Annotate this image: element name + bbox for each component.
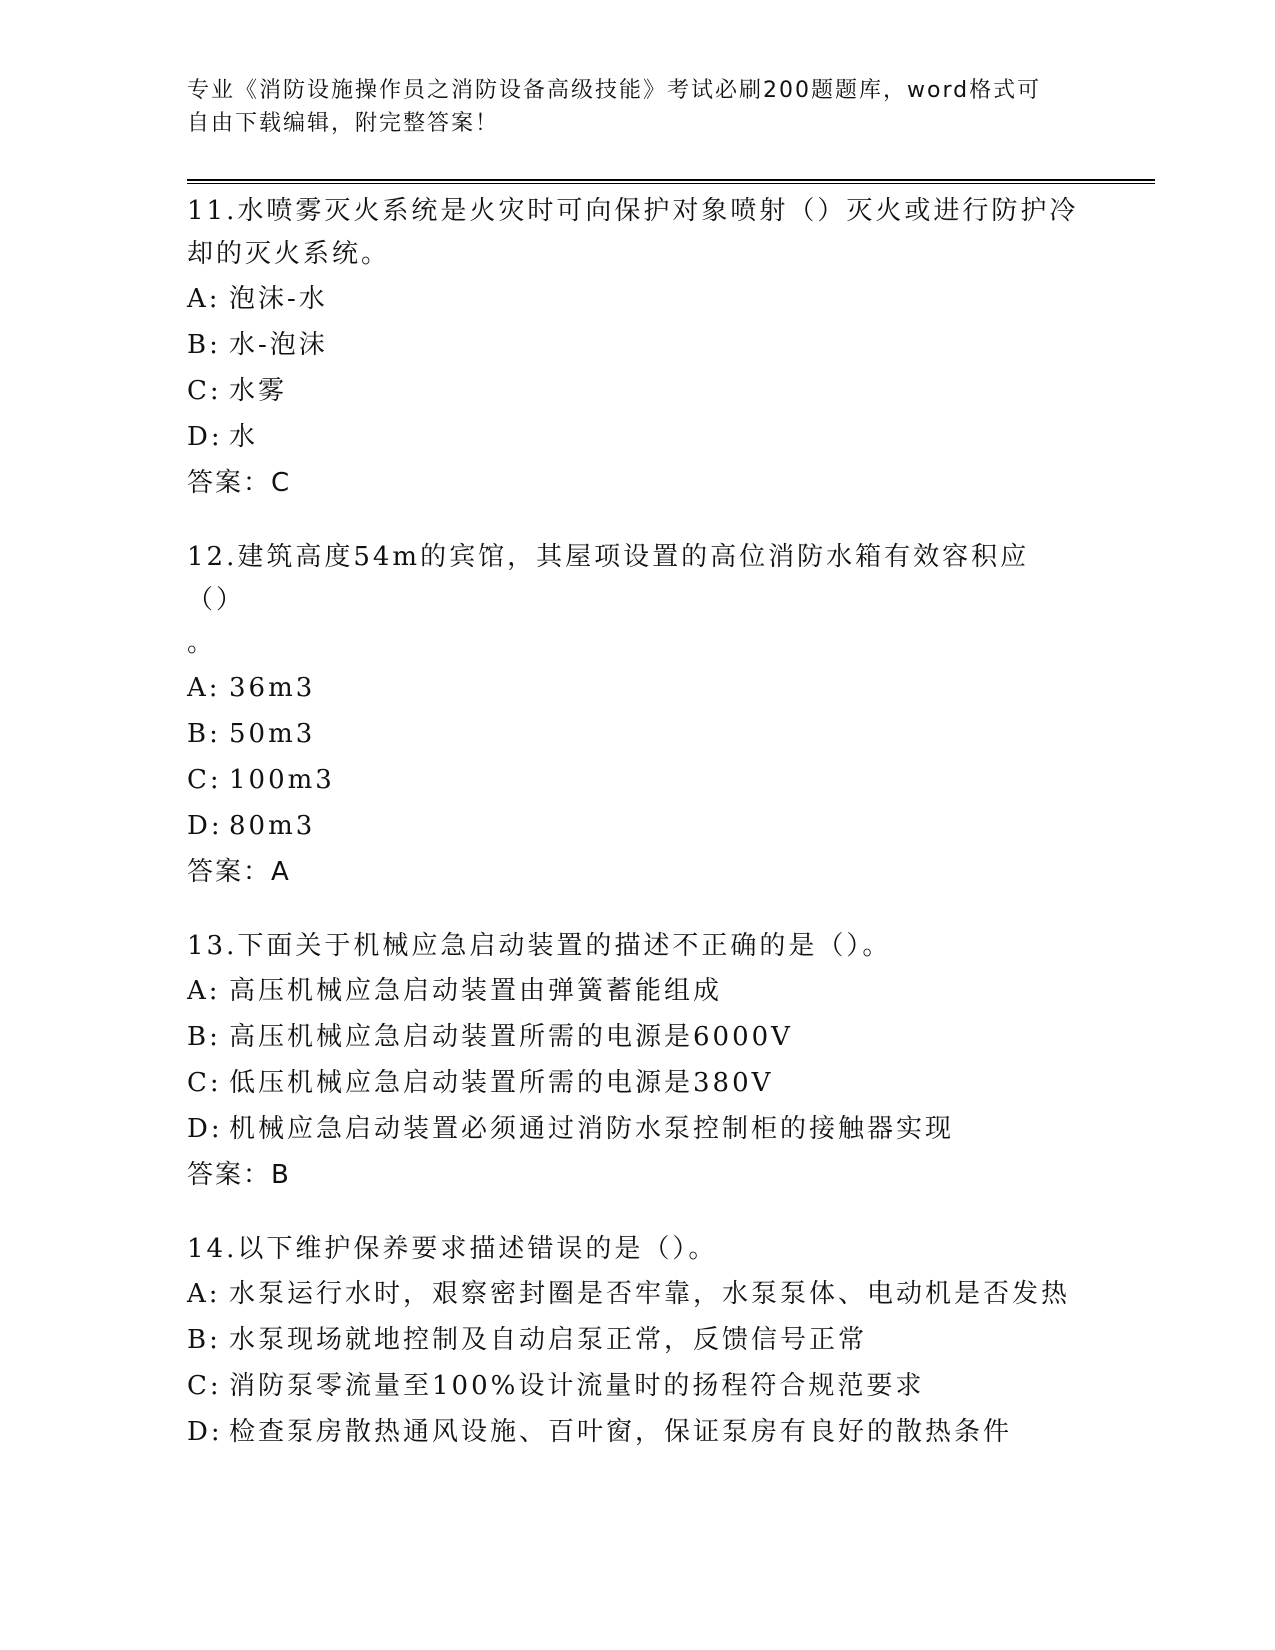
question-stem <box>187 190 1087 276</box>
question-13 <box>187 925 1087 1198</box>
option-text: 80m3 <box>229 811 316 841</box>
question-12 <box>187 536 1087 895</box>
question-stem-line-1: 13.下面关于机械应急启动装置的描述不正确的是（）。 <box>187 931 892 961</box>
option-b <box>187 322 1087 368</box>
header-line-1: 专业《消防设施操作员之消防设备高级技能》考试必刷200题题库，word格式可 <box>187 78 1042 103</box>
option-letter: C: <box>187 1371 222 1401</box>
option-d <box>187 414 1087 460</box>
option-letter: B: <box>187 719 221 749</box>
option-text: 100m3 <box>229 765 335 795</box>
option-text: 高压机械应急启动装置由弹簧蓄能组成 <box>229 976 723 1006</box>
option-a <box>187 665 1087 711</box>
option-text: 消防泵零流量至100%设计流量时的扬程符合规范要求 <box>229 1371 925 1401</box>
answer-line: 答案：A <box>187 857 291 887</box>
option-a <box>187 276 1087 322</box>
option-a <box>187 1271 1087 1317</box>
option-text: 36m3 <box>229 673 316 703</box>
option-c <box>187 1363 1087 1409</box>
question-stem-line-1: 11.水喷雾灭火系统是火灾时可向保护对象喷射（）灭火或进行防护冷 <box>187 196 1079 226</box>
question-stem-line-1: 14.以下维护保养要求描述错误的是（）。 <box>187 1234 718 1264</box>
option-a <box>187 968 1087 1014</box>
option-letter: D: <box>187 1114 223 1144</box>
question-14 <box>187 1228 1087 1455</box>
question-stem <box>187 1228 1087 1271</box>
option-text: 高压机械应急启动装置所需的电源是6000V <box>229 1022 793 1052</box>
option-text: 水 <box>229 422 259 452</box>
option-text: 水泵运行水时，艰察密封圈是否牢靠，水泵泵体、电动机是否发热 <box>229 1279 1071 1309</box>
header-divider-thin <box>187 183 1155 184</box>
option-letter: D: <box>187 1417 223 1447</box>
option-letter: C: <box>187 376 222 406</box>
question-11 <box>187 190 1087 506</box>
option-letter: B: <box>187 330 221 360</box>
option-text: 50m3 <box>229 719 316 749</box>
option-letter: D: <box>187 422 223 452</box>
answer-line: 答案：C <box>187 468 292 498</box>
option-text: 水-泡沫 <box>229 330 328 360</box>
option-letter: A: <box>187 1279 221 1309</box>
option-text: 低压机械应急启动装置所需的电源是380V <box>229 1068 774 1098</box>
question-list <box>187 190 1087 1485</box>
header-line-2: 自由下载编辑，附完整答案！ <box>187 111 500 136</box>
option-text: 泡沫-水 <box>229 284 328 314</box>
option-letter: A: <box>187 284 221 314</box>
question-stem <box>187 536 1087 665</box>
answer-line: 答案：B <box>187 1160 291 1190</box>
option-b <box>187 1317 1087 1363</box>
option-text: 检查泵房散热通风设施、百叶窗，保证泵房有良好的散热条件 <box>229 1417 1013 1447</box>
question-stem-line-1: 12.建筑高度54m的宾馆，其屋项设置的高位消防水箱有效容积应（） <box>187 542 1030 615</box>
option-text: 水雾 <box>229 376 288 406</box>
header-divider-thick <box>187 179 1155 181</box>
option-c <box>187 757 1087 803</box>
option-text: 水泵现场就地控制及自动启泵正常，反馈信号正常 <box>229 1325 868 1355</box>
option-b <box>187 711 1087 757</box>
option-letter: C: <box>187 1068 222 1098</box>
option-text: 机械应急启动装置必须通过消防水泵控制柜的接触器实现 <box>229 1114 955 1144</box>
option-letter: B: <box>187 1022 221 1052</box>
option-d <box>187 1409 1087 1455</box>
question-stem-line-2: 。 <box>187 628 217 658</box>
question-stem-line-2: 却的灭火系统。 <box>187 239 391 269</box>
option-letter: C: <box>187 765 222 795</box>
question-stem <box>187 925 1087 968</box>
option-b <box>187 1014 1087 1060</box>
option-letter: D: <box>187 811 223 841</box>
option-letter: B: <box>187 1325 221 1355</box>
option-d <box>187 803 1087 849</box>
document-header <box>187 74 1087 140</box>
option-letter: A: <box>187 976 221 1006</box>
option-c <box>187 1060 1087 1106</box>
option-letter: A: <box>187 673 221 703</box>
option-d <box>187 1106 1087 1152</box>
option-c <box>187 368 1087 414</box>
